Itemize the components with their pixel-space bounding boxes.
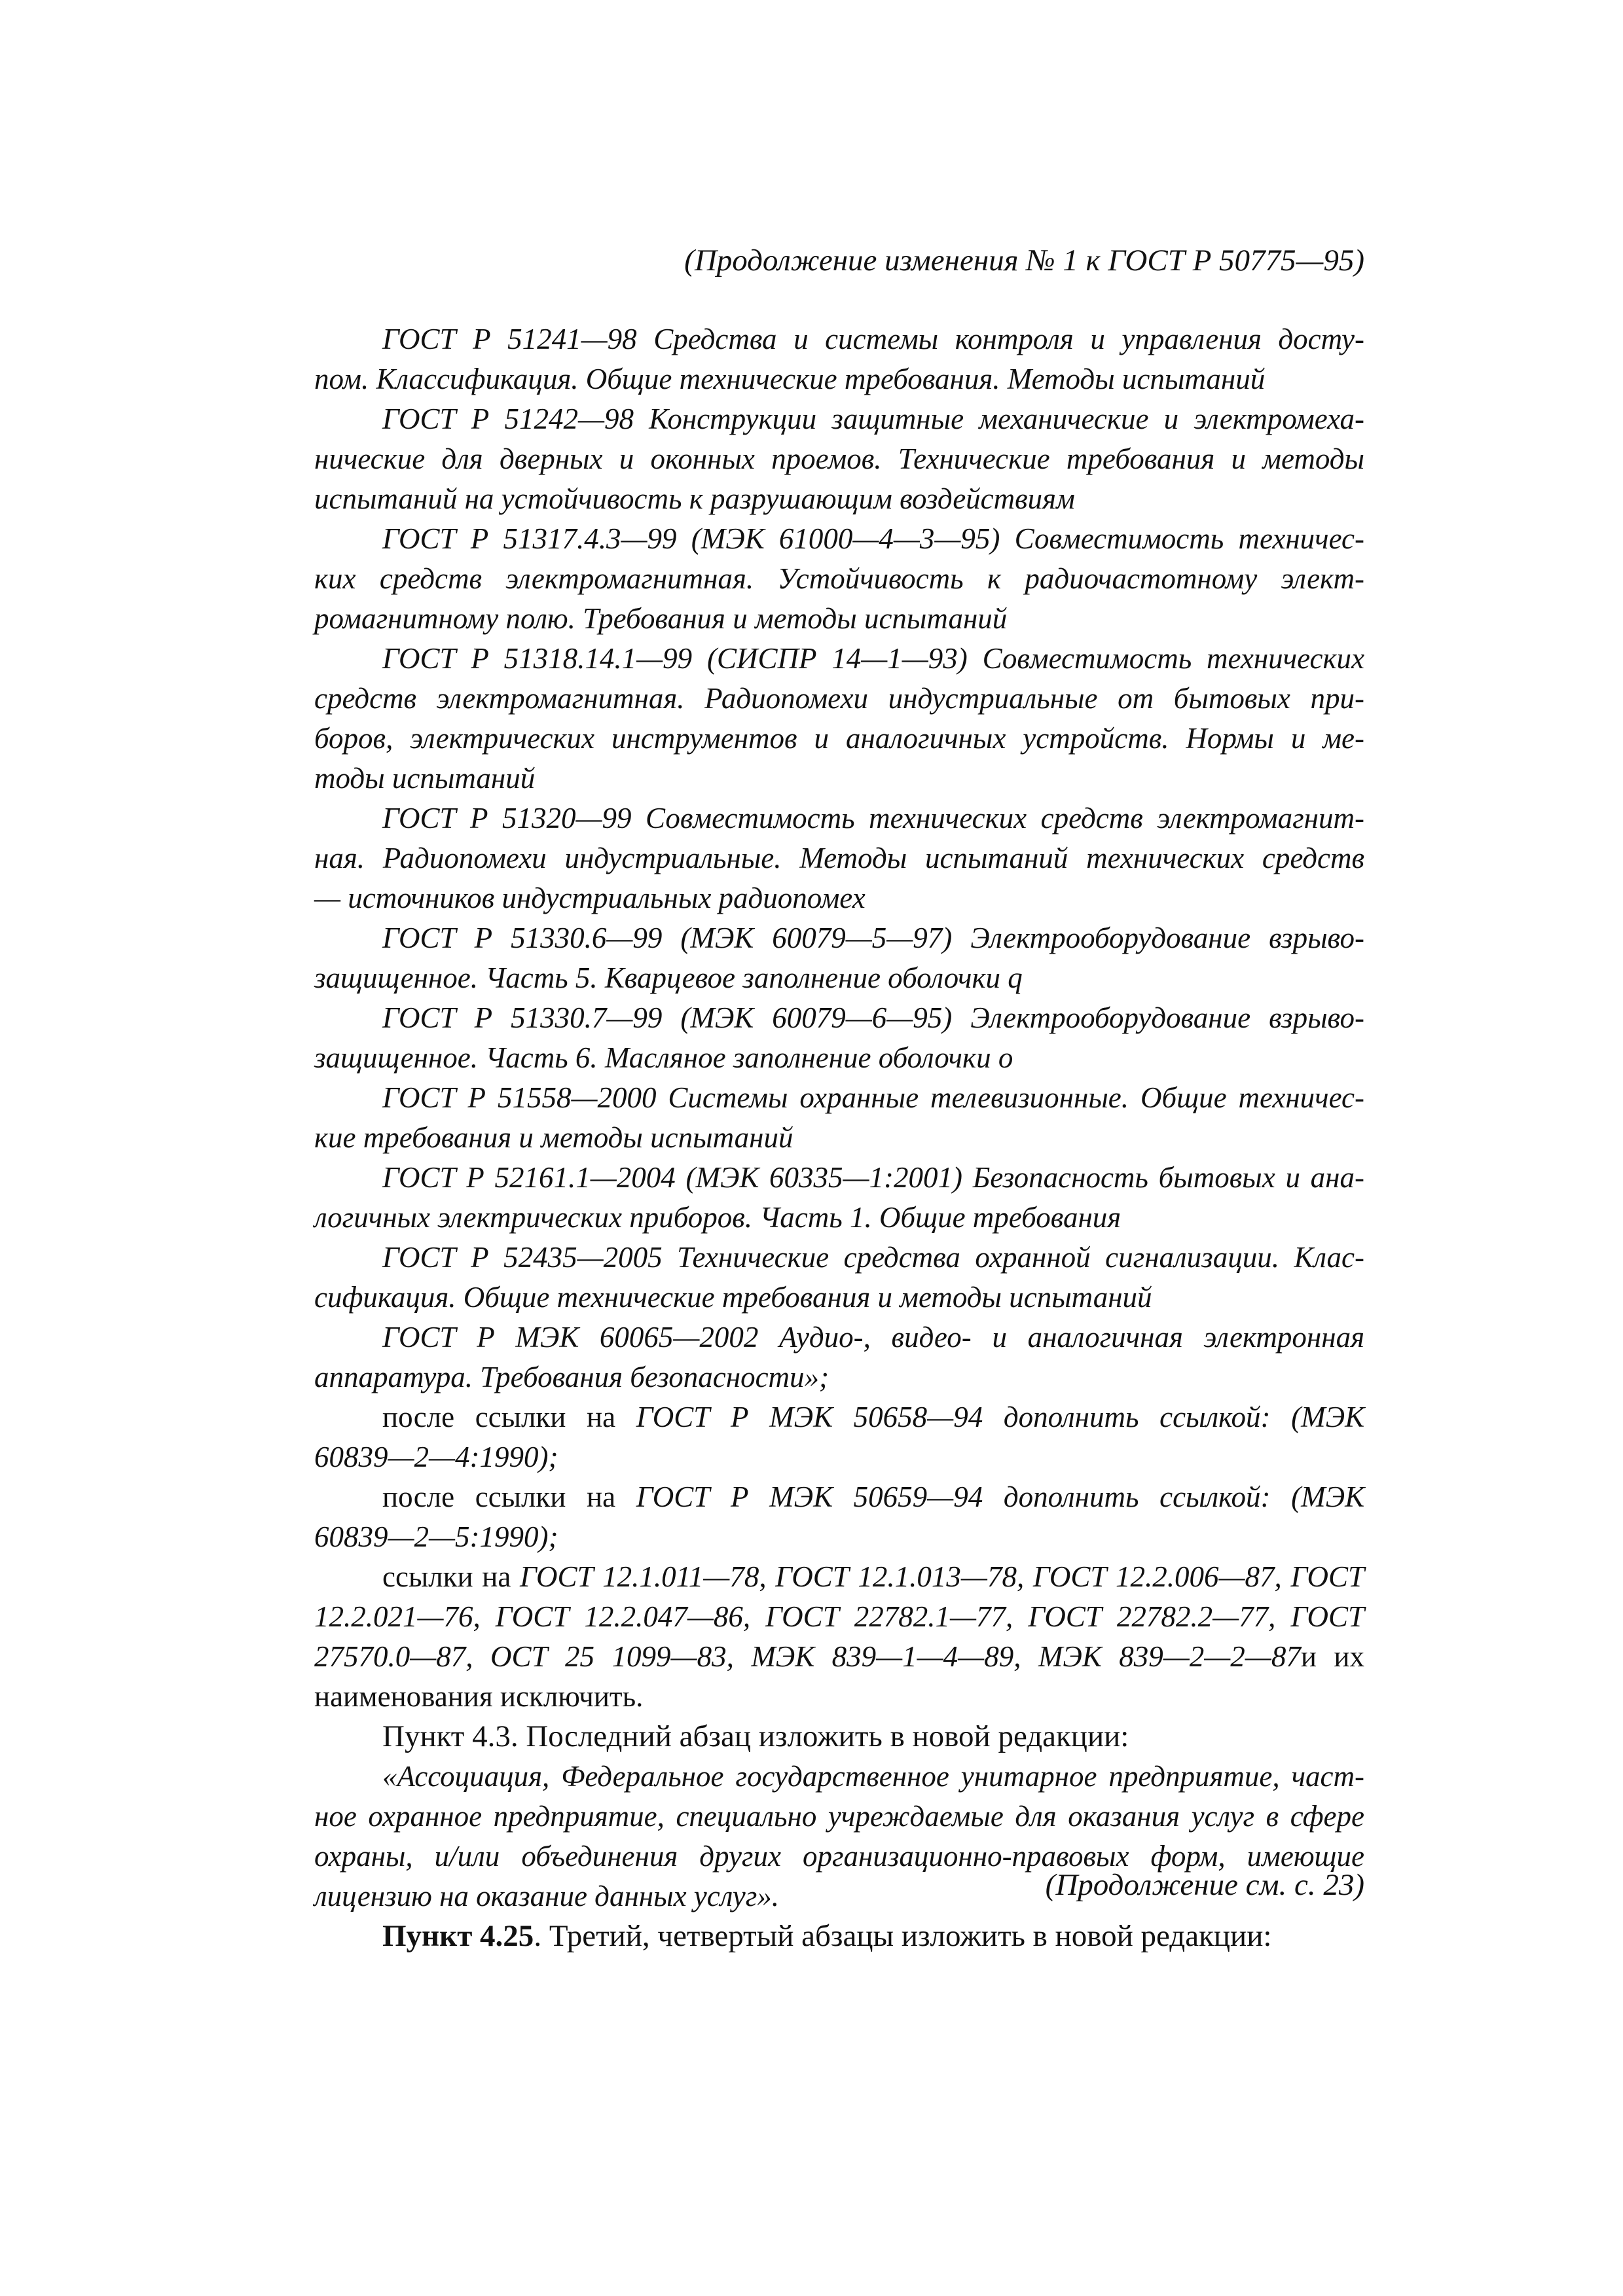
text-line: ГОСТ Р 52161.1—2004 (МЭК 60335—1:2001) Безопасность бытовых и ана- (382, 1161, 1364, 1194)
reference-paragraph (314, 918, 1364, 998)
plain-text: после ссылки на (382, 1401, 636, 1433)
reference-paragraph (314, 1078, 1364, 1158)
text-line: ГОСТ Р 51242—98 Конструкции защитные механические и электромеха- (382, 403, 1364, 435)
item-4-25-paragraph (314, 1916, 1364, 1956)
item-number: Пункт 4.25 (382, 1919, 534, 1953)
text-line: испытаний на устойчивость к разрушающим воздействиям (314, 482, 1075, 515)
text-line: ГОСТ Р МЭК 60065—2002 Аудио-, видео- и аналогичная электронная (382, 1321, 1364, 1354)
reference-paragraph (314, 519, 1364, 639)
text-line: защищенное. Часть 5. Кварцевое заполнение оболочки q (314, 961, 1023, 994)
text-line: ких средств электромагнитная. Устойчивость к радиочастотному элект- (314, 562, 1364, 595)
text-line (314, 1916, 1364, 1956)
text-line: лицензию на оказание данных услуг». (314, 1880, 780, 1912)
text-line: ГОСТ Р 51558—2000 Системы охранные телевизионные. Общие техничес- (382, 1081, 1364, 1114)
text-line (314, 1637, 1364, 1677)
text-line: ГОСТ Р 51317.4.3—99 (МЭК 61000—4—3—95) Совместимость техничес- (382, 522, 1364, 555)
reference-paragraph (314, 798, 1364, 918)
reference-text: ГОСТ Р МЭК 50659—94 дополнить ссылкой: (МЭК (636, 1480, 1364, 1513)
text-line (314, 1477, 1364, 1517)
text-line: ное охранное предприятие, специально учреждаемые для оказания услуг в сфере (314, 1800, 1364, 1833)
reference-paragraph (314, 399, 1364, 519)
text-line: ГОСТ Р 51320—99 Совместимость технических средств электромагнит- (382, 802, 1364, 834)
instruction-paragraph (314, 1397, 1364, 1477)
text-line: 60839—2—4:1990); (314, 1441, 558, 1473)
text-line: 12.2.021—76, ГОСТ 12.2.047—86, ГОСТ 22782.1—77, ГОСТ 22782.2—77, ГОСТ (314, 1600, 1364, 1633)
text-line: защищенное. Часть 6. Масляное заполнение оболочки о (314, 1041, 1013, 1074)
instruction-paragraph (314, 1477, 1364, 1557)
document-body (314, 319, 1364, 1956)
reference-paragraph (314, 998, 1364, 1078)
page-footer: (Продолжение см. с. 23) (1045, 1868, 1364, 1902)
plain-text: ссылки на (382, 1560, 520, 1593)
text-line: Пункт 4.3. Последний абзац изложить в новой редакции: (382, 1719, 1129, 1753)
reference-text: ГОСТ 12.1.011—78, ГОСТ 12.1.013—78, ГОСТ 12.2.006—87, ГОСТ (519, 1560, 1365, 1593)
text-line: ная. Радиопомехи индустриальные. Методы испытаний технических средств (314, 842, 1364, 874)
reference-paragraph (314, 639, 1364, 798)
text-line (314, 1557, 1364, 1597)
text-line: боров, электрических инструментов и аналогичных устройств. Нормы и ме- (314, 722, 1364, 755)
reference-paragraph (314, 1238, 1364, 1318)
reference-paragraph (314, 1318, 1364, 1397)
text-line: тоды испытаний (314, 762, 536, 795)
text-line: логичных электрических приборов. Часть 1. Общие требования (314, 1201, 1122, 1234)
text-line: — источников индустриальных радиопомех (314, 882, 866, 914)
reference-text: ГОСТ Р МЭК 50658—94 дополнить ссылкой: (МЭК (636, 1401, 1364, 1433)
plain-text: и их (1300, 1640, 1364, 1673)
page-header: (Продолжение изменения № 1 к ГОСТ Р 50775—95) (684, 243, 1364, 278)
text-line: 60839—2—5:1990); (314, 1520, 558, 1553)
text-line: «Ассоциация, Федеральное государственное унитарное предприятие, част- (382, 1760, 1364, 1793)
plain-text: . Третий, четвертый абзацы изложить в новой редакции: (534, 1919, 1272, 1953)
text-line: аппаратура. Требования безопасности»; (314, 1361, 830, 1393)
text-line: кие требования и методы испытаний (314, 1121, 793, 1154)
text-line: пом. Классификация. Общие технические требования. Методы испытаний (314, 363, 1266, 395)
reference-text: 27570.0—87, ОСТ 25 1099—83, МЭК 839—1—4—89, МЭК 839—2—2—87 (314, 1640, 1301, 1673)
reference-paragraph (314, 1158, 1364, 1238)
instruction-paragraph (314, 1557, 1364, 1717)
text-line: охраны, и/или объединения других организационно-правовых форм, имеющие (314, 1840, 1364, 1873)
text-line: наименования исключить. (314, 1680, 644, 1713)
text-line: средств электромагнитная. Радиопомехи индустриальные от бытовых при- (314, 682, 1364, 715)
text-line: сификация. Общие технические требования и методы испытаний (314, 1281, 1152, 1314)
text-line: ГОСТ Р 51330.6—99 (МЭК 60079—5—97) Электрооборудование взрыво- (382, 922, 1364, 954)
plain-text: после ссылки на (382, 1480, 636, 1513)
text-line: нические для дверных и оконных проемов. Технические требования и методы (314, 442, 1364, 475)
text-line (314, 1397, 1364, 1437)
item-4-3-paragraph (314, 1717, 1364, 1757)
text-line: ГОСТ Р 51241—98 Средства и системы контроля и управления досту- (382, 323, 1364, 355)
reference-paragraph (314, 319, 1364, 399)
text-line: ромагнитному полю. Требования и методы испытаний (314, 602, 1008, 635)
text-line: ГОСТ Р 51330.7—99 (МЭК 60079—6—95) Электрооборудование взрыво- (382, 1001, 1364, 1034)
text-line: ГОСТ Р 51318.14.1—99 (СИСПР 14—1—93) Совместимость технических (382, 642, 1364, 675)
text-line: ГОСТ Р 52435—2005 Технические средства охранной сигнализации. Клас- (382, 1241, 1364, 1274)
